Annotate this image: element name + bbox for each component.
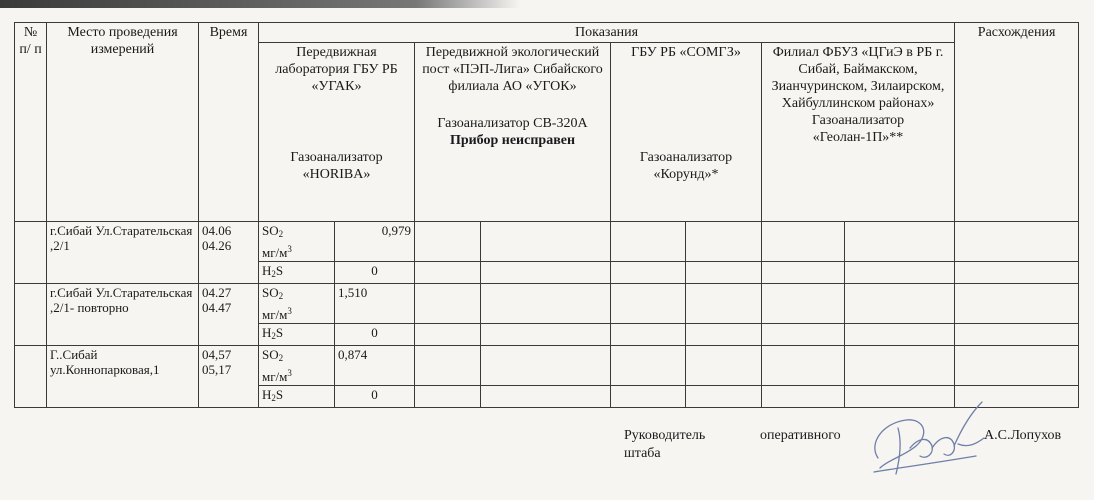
row-num <box>15 346 47 408</box>
row-num <box>15 284 47 346</box>
empty-cell <box>415 346 481 386</box>
header-place: Место проведения измерений <box>47 23 199 222</box>
h2s-label: $H_2S$ <box>259 324 335 346</box>
empty-cell <box>955 324 1079 346</box>
row-place: г.Сибай Ул.Старательская ,2/1- повторно <box>47 284 199 346</box>
empty-cell <box>481 346 611 386</box>
so2-label: $SO_2$ $мг/м^3$ <box>259 284 335 324</box>
h2s-value: 0 <box>335 262 415 284</box>
row-time: 04.06 04.26 <box>199 222 259 284</box>
empty-cell <box>845 324 955 346</box>
lab-cgie-org: Филиал ФБУЗ «ЦГиЭ в РБ г. Сибай, Баймакском, Зианчуринском, Зилаирском, Хайбуллинском районах» <box>771 45 945 111</box>
lab-cgie-device: Газоанализатор «Геолан-1П»** <box>811 113 905 145</box>
empty-cell <box>955 222 1079 262</box>
empty-cell <box>415 284 481 324</box>
row-time: 04.27 04.47 <box>199 284 259 346</box>
measurements-table <box>14 22 1079 408</box>
empty-cell <box>686 324 762 346</box>
empty-cell <box>762 386 845 408</box>
header-num: № п/ п <box>15 23 47 222</box>
lab-ugak <box>259 43 415 222</box>
header-readings: Показания <box>259 23 955 43</box>
header-row <box>15 23 1079 43</box>
empty-cell <box>845 222 955 262</box>
signature-role-3: штаба <box>624 446 661 461</box>
lab-pep-liga-device: Газоанализатор СВ-320А <box>437 116 588 131</box>
lab-pep-liga-note: Прибор неисправен <box>449 133 576 148</box>
signature-name: А.С.Лопухов <box>984 428 1062 443</box>
empty-cell <box>611 386 686 408</box>
empty-cell <box>415 222 481 262</box>
empty-cell <box>481 222 611 262</box>
empty-cell <box>481 324 611 346</box>
so2-value: 1,510 <box>335 284 415 324</box>
lab-somgz-device: Газоанализатор «Корунд»* <box>639 150 733 182</box>
table-row <box>15 222 1079 262</box>
header-time: Время <box>199 23 259 222</box>
lab-pep-liga <box>415 43 611 222</box>
empty-cell <box>955 284 1079 324</box>
empty-cell <box>686 386 762 408</box>
empty-cell <box>611 346 686 386</box>
empty-cell <box>762 222 845 262</box>
so2-label: $SO_2$ $мг/м^3$ <box>259 222 335 262</box>
row-place: Г..Сибай ул.Коннопарковая,1 <box>47 346 199 408</box>
empty-cell <box>762 262 845 284</box>
empty-cell <box>481 262 611 284</box>
lab-ugak-device: Газоанализатор «HORIBA» <box>290 150 383 182</box>
header-discrepancy: Расхождения <box>955 23 1079 222</box>
empty-cell <box>415 324 481 346</box>
table-row <box>15 346 1079 386</box>
empty-cell <box>762 346 845 386</box>
so2-label: $SO_2$ $мг/м^3$ <box>259 346 335 386</box>
h2s-value: 0 <box>335 386 415 408</box>
lab-cgie <box>762 43 955 222</box>
table-row <box>15 284 1079 324</box>
empty-cell <box>686 346 762 386</box>
empty-cell <box>762 324 845 346</box>
lab-somgz-org: ГБУ РБ «СОМГЗ» <box>631 45 741 60</box>
empty-cell <box>481 386 611 408</box>
empty-cell <box>611 222 686 262</box>
empty-cell <box>611 262 686 284</box>
signature-role-2: оперативного <box>760 428 841 443</box>
so2-value: 0,874 <box>335 346 415 386</box>
empty-cell <box>415 262 481 284</box>
signature-role-1: Руководитель <box>624 428 706 443</box>
handwritten-signature <box>858 398 998 488</box>
empty-cell <box>845 262 955 284</box>
empty-cell <box>762 284 845 324</box>
row-time: 04,57 05,17 <box>199 346 259 408</box>
empty-cell <box>845 346 955 386</box>
empty-cell <box>845 284 955 324</box>
empty-cell <box>955 346 1079 386</box>
empty-cell <box>686 222 762 262</box>
lab-somgz <box>611 43 762 222</box>
empty-cell <box>481 284 611 324</box>
lab-ugak-org: Передвижная лаборатория ГБУ РБ «УГАК» <box>275 45 398 94</box>
signature-block <box>624 428 1084 468</box>
empty-cell <box>955 262 1079 284</box>
scan-edge-shadow <box>0 0 520 8</box>
h2s-label: $H_2S$ <box>259 386 335 408</box>
empty-cell <box>415 386 481 408</box>
empty-cell <box>686 262 762 284</box>
row-place: г.Сибай Ул.Старательская ,2/1 <box>47 222 199 284</box>
empty-cell <box>686 284 762 324</box>
row-num <box>15 222 47 284</box>
h2s-value: 0 <box>335 324 415 346</box>
empty-cell <box>611 324 686 346</box>
h2s-label: $H_2S$ <box>259 262 335 284</box>
so2-value: 0,979 <box>335 222 415 262</box>
lab-pep-liga-org: Передвижной экологический пост «ПЭП-Лига» Сибайского филиала АО «УГОК» <box>422 45 603 94</box>
empty-cell <box>611 284 686 324</box>
